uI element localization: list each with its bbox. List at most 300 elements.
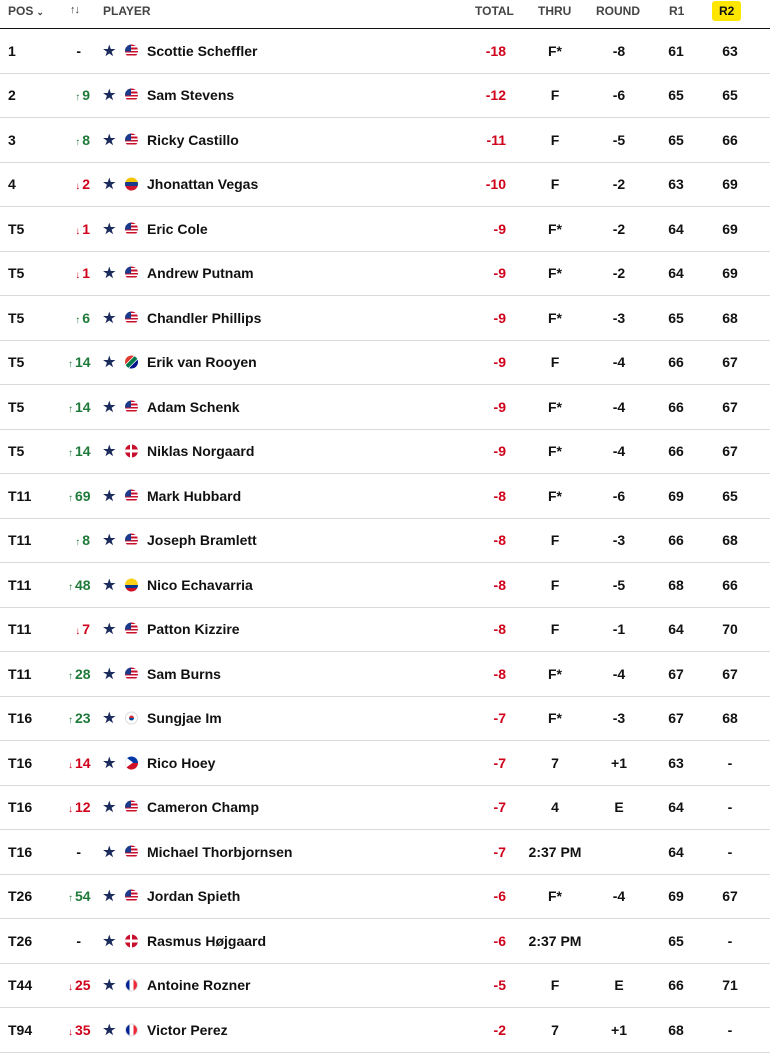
table-row[interactable] [0,741,770,786]
movement-value: 54 [75,888,91,905]
r1-score: 67 [668,665,684,682]
country-flag-icon [125,222,138,235]
movement-header-icon[interactable]: ↑↓ [70,4,79,16]
favorite-star-icon[interactable]: ★ [103,86,116,103]
total-score: -8 [493,487,506,504]
position-cell: T5 [8,220,25,237]
position-cell: T44 [8,977,33,994]
movement-value: - [76,42,81,59]
r2-score: 70 [722,621,738,638]
r1-score: 66 [668,398,684,415]
favorite-star-icon[interactable]: ★ [103,353,116,370]
country-flag-icon [125,801,138,814]
round-score: -3 [612,309,626,326]
movement-value: 8 [82,131,90,148]
favorite-star-icon[interactable]: ★ [103,709,116,726]
player-name[interactable]: Joseph Bramlett [147,532,257,549]
movement-cell [68,132,90,148]
movement-cell [68,265,90,281]
round-score: E [614,977,624,994]
table-row[interactable] [0,786,770,831]
favorite-star-icon[interactable]: ★ [103,887,116,904]
movement-cell [68,755,90,771]
favorite-star-icon[interactable]: ★ [103,220,116,237]
table-row[interactable] [0,207,770,252]
thru-value: 2:37 PM [528,932,582,949]
total-score: -7 [493,799,506,816]
table-row[interactable] [0,385,770,430]
position-cell: T11 [8,576,32,593]
round-score: -4 [612,398,626,415]
table-row[interactable] [0,252,770,297]
favorite-star-icon[interactable]: ★ [103,665,116,682]
position-cell: T16 [8,754,33,771]
total-score: -6 [493,932,506,949]
arrow-up-icon: ↑ [75,92,81,104]
arrow-up-icon: ↑ [68,359,73,371]
round-score: -8 [612,42,626,59]
position-cell: T16 [8,843,33,860]
movement-value: 14 [75,354,91,371]
player-name[interactable]: Patton Kizzire [147,621,240,638]
r1-score: 65 [668,932,684,949]
position-cell: T26 [8,888,33,905]
favorite-star-icon[interactable]: ★ [103,754,116,771]
thru-value: F* [548,710,562,727]
r1-tab[interactable]: R1 [669,4,685,18]
player-name[interactable]: Chandler Phillips [147,309,262,326]
movement-value: 69 [75,487,91,504]
player-name[interactable]: Sam Burns [147,665,221,682]
movement-value: 35 [75,1021,91,1038]
r2-score: 67 [722,354,738,371]
r1-score: 69 [668,888,684,905]
movement-cell [68,221,90,237]
position-cell: T16 [8,710,33,727]
movement-cell [68,710,90,726]
r1-score: 68 [668,1021,684,1038]
player-name[interactable]: Ricky Castillo [147,131,239,148]
r1-score: 66 [668,532,684,549]
r1-score: 64 [668,843,684,860]
movement-value: 14 [75,754,91,771]
position-cell: 3 [8,131,16,148]
movement-value: 25 [75,977,91,994]
total-score: -11 [486,131,506,148]
country-flag-icon [125,1023,138,1036]
movement-cell [68,43,81,59]
round-score: E [614,799,624,816]
player-name[interactable]: Scottie Scheffler [147,42,258,59]
arrow-up-icon: ↑ [68,448,73,460]
player-name[interactable]: Nico Echavarria [147,576,253,593]
thru-value: F* [548,42,562,59]
round-score: -5 [612,131,626,148]
total-score: -9 [493,220,506,237]
favorite-star-icon[interactable]: ★ [103,798,116,815]
table-row[interactable] [0,697,770,742]
movement-cell [68,577,90,593]
r1-score: 61 [668,42,684,59]
r1-score: 65 [668,87,684,104]
arrow-up-icon: ↑ [75,314,81,326]
country-flag-icon [125,311,138,324]
round-score: +1 [611,1021,627,1038]
thru-value: F [550,621,560,638]
movement-cell [68,488,90,504]
favorite-star-icon[interactable]: ★ [103,976,116,993]
movement-cell [68,443,90,459]
player-name[interactable]: Antoine Rozner [147,977,251,994]
table-row[interactable] [0,341,770,386]
favorite-star-icon[interactable]: ★ [103,398,116,415]
r2-score: 65 [722,87,738,104]
r2-score: 71 [722,977,738,994]
player-name[interactable]: Eric Cole [147,220,208,237]
arrow-down-icon: ↓ [68,1026,73,1038]
player-name[interactable]: Sungjae Im [147,710,222,727]
total-score: -7 [493,843,506,860]
r2-score: - [727,843,733,860]
r1-score: 63 [668,176,684,193]
r1-score: 64 [668,799,684,816]
country-flag-icon [125,89,138,102]
player-name[interactable]: Victor Perez [147,1021,228,1038]
table-row[interactable] [0,652,770,697]
arrow-down-icon: ↓ [75,270,81,282]
favorite-star-icon[interactable]: ★ [103,442,116,459]
movement-value: 8 [82,532,90,549]
position-cell: T5 [8,354,25,371]
round-score: -6 [612,487,626,504]
country-flag-icon [125,267,138,280]
round-score: -6 [612,87,626,104]
round-score: -4 [612,354,626,371]
total-score: -5 [493,977,506,994]
favorite-star-icon[interactable]: ★ [103,531,116,548]
favorite-star-icon[interactable]: ★ [103,309,116,326]
r2-score: 65 [722,487,738,504]
position-cell: T5 [8,443,25,460]
arrow-up-icon: ↑ [68,893,73,905]
arrow-down-icon: ↓ [75,181,81,193]
movement-cell [68,399,90,415]
country-flag-icon [125,934,138,947]
round-score: -2 [612,265,626,282]
favorite-star-icon[interactable]: ★ [103,932,116,949]
leaderboard-rows [0,29,770,1053]
total-score: -9 [493,443,506,460]
round-score: -5 [612,576,626,593]
movement-value: 12 [75,799,91,816]
favorite-star-icon[interactable]: ★ [103,131,116,148]
thru-value: F* [548,398,562,415]
table-row[interactable] [0,563,770,608]
r1-score: 68 [668,576,684,593]
position-cell: T16 [8,799,33,816]
round-score: -4 [612,665,626,682]
round-score: -3 [612,532,626,549]
movement-cell [68,666,90,682]
country-flag-icon [125,178,138,191]
movement-value: 7 [82,621,90,638]
player-name[interactable]: Cameron Champ [147,799,260,816]
thru-value: F [550,354,560,371]
movement-value: 9 [82,87,90,104]
position-cell: T5 [8,398,25,415]
r1-score: 67 [668,710,684,727]
table-row[interactable] [0,163,770,208]
movement-value: 1 [82,220,90,237]
movement-value: 23 [75,710,91,727]
total-score: -6 [493,888,506,905]
r2-score: 69 [722,176,738,193]
position-cell: T26 [8,932,33,949]
thru-value: F [550,176,560,193]
table-row[interactable] [0,29,770,74]
r1-score: 64 [668,265,684,282]
country-flag-icon [125,133,138,146]
thru-value: F* [548,265,562,282]
position-cell: 1 [8,42,16,59]
player-name[interactable]: Erik van Rooyen [147,354,257,371]
player-name[interactable]: Andrew Putnam [147,265,254,282]
movement-cell [68,176,90,192]
total-score: -8 [493,665,506,682]
arrow-up-icon: ↑ [68,670,73,682]
r1-score: 66 [668,977,684,994]
movement-value: 2 [82,176,90,193]
movement-cell [68,1022,90,1038]
total-score: -7 [493,710,506,727]
movement-value: 14 [75,398,91,415]
r2-score: 66 [722,131,738,148]
round-score: -1 [612,621,626,638]
thru-value: F [550,131,560,148]
table-row[interactable] [0,474,770,519]
position-cell: 2 [8,87,16,104]
position-cell: T5 [8,265,25,282]
round-score: -4 [612,443,626,460]
round-score: +1 [611,754,627,771]
movement-cell [68,888,90,904]
table-row[interactable] [0,875,770,920]
favorite-star-icon[interactable]: ★ [103,264,116,281]
movement-cell [68,799,90,815]
total-score: -7 [493,754,506,771]
total-score: -8 [493,532,506,549]
total-score: -10 [485,176,506,193]
total-score: -9 [493,265,506,282]
r1-score: 65 [668,309,684,326]
country-flag-icon [125,578,138,591]
r1-score: 63 [668,754,684,771]
country-flag-icon [125,445,138,458]
r2-score: 67 [722,665,738,682]
total-score: -9 [493,354,506,371]
country-flag-icon [125,623,138,636]
arrow-down-icon: ↓ [68,804,73,816]
player-name[interactable]: Mark Hubbard [147,487,242,504]
player-name[interactable]: Adam Schenk [147,398,240,415]
thru-value: F [550,977,560,994]
r2-score: - [727,799,733,816]
favorite-star-icon[interactable]: ★ [103,487,116,504]
total-score: -12 [485,87,506,104]
round-header: ROUND [596,4,640,18]
movement-cell [68,844,81,860]
r2-score: 67 [722,888,738,905]
round-score: -2 [612,220,626,237]
r1-score: 64 [668,220,684,237]
position-cell: T94 [8,1021,33,1038]
movement-cell [68,933,81,949]
r2-score: 68 [722,532,738,549]
movement-value: 6 [82,309,90,326]
movement-value: 48 [75,576,91,593]
arrow-up-icon: ↑ [75,136,81,148]
favorite-star-icon[interactable]: ★ [103,620,116,637]
country-flag-icon [125,534,138,547]
pos-header-label: POS [8,4,34,18]
thru-value: 2:37 PM [528,843,582,860]
table-row[interactable] [0,296,770,341]
arrow-down-icon: ↓ [68,982,73,994]
table-row[interactable] [0,964,770,1009]
total-score: -2 [493,1021,506,1038]
country-flag-icon [125,712,138,725]
table-row[interactable] [0,74,770,119]
thru-value: F* [548,888,562,905]
player-name[interactable]: Rico Hoey [147,754,216,771]
r2-score: 66 [722,576,738,593]
country-flag-icon [125,489,138,502]
player-header: PLAYER [103,4,151,18]
r2-score: - [727,1021,733,1038]
favorite-star-icon[interactable]: ★ [103,175,116,192]
table-row[interactable] [0,430,770,475]
player-name[interactable]: Sam Stevens [147,87,235,104]
r1-score: 65 [668,131,684,148]
table-row[interactable] [0,1008,770,1053]
position-cell: T11 [8,532,32,549]
round-score: -3 [612,710,626,727]
arrow-up-icon: ↑ [68,715,73,727]
table-row[interactable] [0,519,770,564]
movement-cell [68,87,90,103]
thru-value: 7 [551,1021,559,1038]
total-score: -9 [493,309,506,326]
arrow-up-icon: ↑ [68,581,73,593]
r2-tab[interactable]: R2 [712,1,741,21]
favorite-star-icon[interactable]: ★ [103,576,116,593]
total-score: -8 [493,621,506,638]
r1-score: 64 [668,621,684,638]
thru-header: THRU [538,4,572,18]
player-name[interactable]: Jhonattan Vegas [147,176,259,193]
country-flag-icon [125,756,138,769]
country-flag-icon [125,400,138,413]
player-name[interactable]: Rasmus Højgaard [147,932,267,949]
round-score: -4 [612,888,626,905]
country-flag-icon [125,667,138,680]
arrow-down-icon: ↓ [75,225,81,237]
r1-score: 66 [668,354,684,371]
arrow-up-icon: ↑ [75,537,81,549]
r1-score: 66 [668,443,684,460]
movement-cell [68,354,90,370]
round-score: -2 [612,176,626,193]
player-name[interactable]: Michael Thorbjornsen [147,843,293,860]
position-cell: 4 [8,176,16,193]
movement-value: 28 [75,665,91,682]
position-cell: T11 [8,487,32,504]
thru-value: 4 [551,799,559,816]
movement-cell [68,621,90,637]
movement-cell [68,977,90,993]
movement-value: 1 [82,265,90,282]
thru-value: 7 [551,754,559,771]
position-cell: T11 [8,665,32,682]
player-name[interactable]: Niklas Norgaard [147,443,255,460]
leaderboard-header [0,0,770,29]
r2-score: 67 [722,443,738,460]
table-row[interactable] [0,118,770,163]
country-flag-icon [125,979,138,992]
table-row[interactable] [0,830,770,875]
total-score: -8 [493,576,506,593]
movement-value: 14 [75,443,91,460]
r2-score: 67 [722,398,738,415]
table-row[interactable] [0,919,770,964]
thru-value: F* [548,443,562,460]
movement-value: - [76,843,81,860]
position-cell: T5 [8,309,25,326]
chevron-down-icon: ⌄ [36,7,44,17]
r2-score: 68 [722,309,738,326]
thru-value: F* [548,665,562,682]
favorite-star-icon[interactable]: ★ [103,843,116,860]
position-cell: T11 [8,621,32,638]
player-name[interactable]: Jordan Spieth [147,888,241,905]
country-flag-icon [125,44,138,57]
r2-score: 69 [722,220,738,237]
country-flag-icon [125,356,138,369]
r2-score: - [727,754,733,771]
favorite-star-icon[interactable]: ★ [103,1021,116,1038]
thru-value: F [550,576,560,593]
r1-score: 69 [668,487,684,504]
sort-position-button[interactable] [8,4,44,18]
movement-cell [68,532,90,548]
country-flag-icon [125,890,138,903]
r2-score: 69 [722,265,738,282]
favorite-star-icon[interactable]: ★ [103,42,116,59]
arrow-up-icon: ↑ [68,403,73,415]
thru-value: F* [548,309,562,326]
country-flag-icon [125,845,138,858]
total-score: -9 [493,398,506,415]
r2-score: 63 [722,42,738,59]
table-row[interactable] [0,608,770,653]
thru-value: F [550,87,560,104]
r2-score: - [727,932,733,949]
thru-value: F* [548,487,562,504]
thru-value: F [550,532,560,549]
arrow-down-icon: ↓ [68,759,73,771]
movement-cell [68,310,90,326]
movement-value: - [76,932,81,949]
